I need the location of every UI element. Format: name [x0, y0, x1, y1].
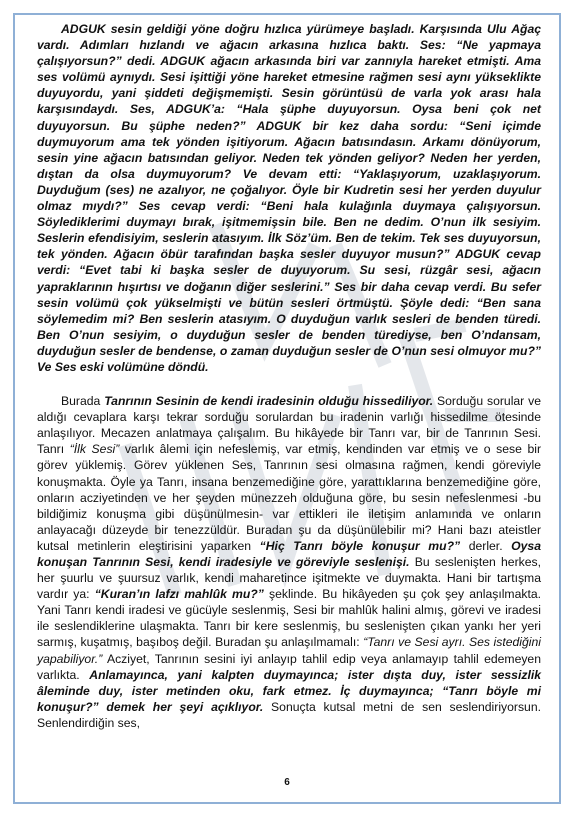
text-run: Bu seslenişten herkes, her şuurlu ve şuursuz varlık, kendi maharetince işitmekte ve duymakta. Hani bir tartışma vardır ya: — [37, 555, 541, 602]
page-number: 6 — [284, 777, 290, 788]
italic-run: “İlk Sesi” — [69, 442, 120, 457]
text-run: varlık âlemi için nefeslemiş, var etmiş, kendinden var etmiş ve o sese bir görev yüklemiş. Görev yüklenen Ses, Tanrının sesi olmasına rağmen, kendi göreviyle konuşmakta. Öyle ya Tanrı, insana benzemediğine göre, yarattıklarına benzemediğine göre, onların acziyetinden ve her şeyden münezzeh olduğuna göre, bu sesin nefeslenmesi -bu bildiğimiz konuşma gibi düşünülmesin- var ettikleri ile iletişim anlamında ve onların anlayacağı düzeyde bir tenezzüldür. Buradan şu da düşünülebilir mi? Hani bazı ateistler kutsal metinlerin eleştirisini yaparken — [37, 442, 542, 553]
text-run: Acziyet, Tanrının sesini iyi anlayıp tahlil edip veya anlamayıp tahlil edemeyen varlıkta. — [37, 651, 541, 682]
emphasis-run: Tanrının Sesinin de kendi iradesinin olduğu hissediliyor. — [104, 394, 434, 409]
emphasis-run: Anlamayınca, yani kalpten duymayınca; ister dışta duy, ister sessizlik âleminde duy, ister metinden oku, fark etmez. İç duymayınca; “Tanrı böyle mi konuşur?” demek her şeyi açıklıyor. — [37, 667, 541, 714]
text-run: Burada — [61, 394, 105, 409]
italic-run: “Tanrı ve Sesi ayrı. Ses istediğini yapabiliyor.” — [37, 635, 541, 666]
emphasis-run: “Kuran’ın lafzı mahlûk mu?” — [94, 587, 264, 602]
emphasis-run: Oysa konuşan Tanrının Sesi, kendi iradesiyle ve göreviyle seslenişi. — [37, 538, 541, 569]
page-frame — [13, 13, 561, 804]
text-run: derler. — [460, 538, 512, 553]
story-paragraph: ADGUK sesin geldiği yöne doğru hızlıca yürümeye başladı. Karşısında Ulu Ağaç vardı. Adımları hızlandı ve ağacın arkasına hızlıca baktı. Ses: “Ne yapmaya çalışıyorsun?” dedi. ADGUK ağacın arkasında biri var zannıyla hareket etmişti. Ama ses volümü aynıydı. Sesi işittiği yöne hareket etmesine rağmen sesi aynı yükseklikte duyuyordu, yani şiddeti değişmemişti. Sesin görüntüsü de varla yok arası hala karşısındaydı. Ses, ADGUK’a: “Hala şüphe duyuyorsun. Oysa beni çok net duyuyorsun. Bu şüphe neden?” ADGUK bir kez daha sordu: “Seni içimde duymuyorum ama tek yönden işitiyorum. Ağacın batısındasın. Arkamı dönüyorum, sesin yine ağacın batısından geliyor. Neden tek yönden geliyor? Neden her yerden, dıştan da olsa duymuyorum? Ve devam etti: “Yaklaşıyorum, uzaklaşıyorum. Duyduğum (ses) ne azalıyor, ne çoğalıyor. Öyle bir Kudretin sesi her yerden duyulur olmaz mıydı?” Ses cevap verdi: “Beni hala kulağınla duymaya çalışıyorsun. Söylediklerimi duymayı bırak, işitmemişsin bile. Ben ne dedim. O’nun ilk sesiyim. Seslerin efendisiyim, seslerin atasıyım. İlk Söz’üm. Ben de tekim. Tek ses duyuyorsun, tek yönden. Ağacın öbür tarafından başka sesler duyuyor musun?” ADGUK cevap verdi: “Evet tabi ki başka sesler de duyuyorum. Su sesi, rüzgâr sesi, ağacın yapraklarının hışırtısı ve doğanın diğer seslerini.” Ses bir daha cevap verdi. Bu sefer sesin volümü çok yükselmişti ve bütün sesleri örtmüştü. Şöyle dedi: “Ben sana söylemedim mi? Ben seslerin atasıyım. O duyduğun varlık sesleri de benden türedi. Ben O’nun sesiyim, o duyduğun sesler de benden türediyse, ben O’ndansam, duyduğun sesler de bendense, o zaman duyduğun sesler de O’nun sesi olmuyor mu?” Ve Ses eski volümüne döndü. — [37, 22, 541, 374]
text-run: Sorduğu sorular ve aldığı cevaplara karşı tekrar sorduğu sorulardan bu iradenin varlığı hissedilme ötesinde anlaşılıyor. Mecazen anlatmaya çalışalım. Bu hikâyede bir Tanrı var, bir de Tanrının Sesi. Tanrı — [37, 394, 541, 457]
page-content — [37, 21, 541, 731]
commentary-paragraph — [37, 393, 541, 731]
text-run: Sonuçta kutsal metni de sen seslendiriyorsun. Senlendirdiğin ses, — [37, 699, 541, 730]
emphasis-run: “Hiç Tanrı böyle konuşur mu?” — [259, 538, 461, 553]
text-run: şeklinde. Bu hikâyeden şu çok şey anlaşılmakta. Yani Tanrı kendi iradesi ve gücüyle seslenmiş, Sesi bir mahlûk halini almış, görevi ve iradesi ile seslendiklerine ulaşmakta. Tanrı bir kere seslenmiş, bu seslenişten çıkan yankı her yeri sarmış, kuşatmış, başıboş değil. Buradan şu anlaşılmamalı: — [37, 587, 542, 650]
